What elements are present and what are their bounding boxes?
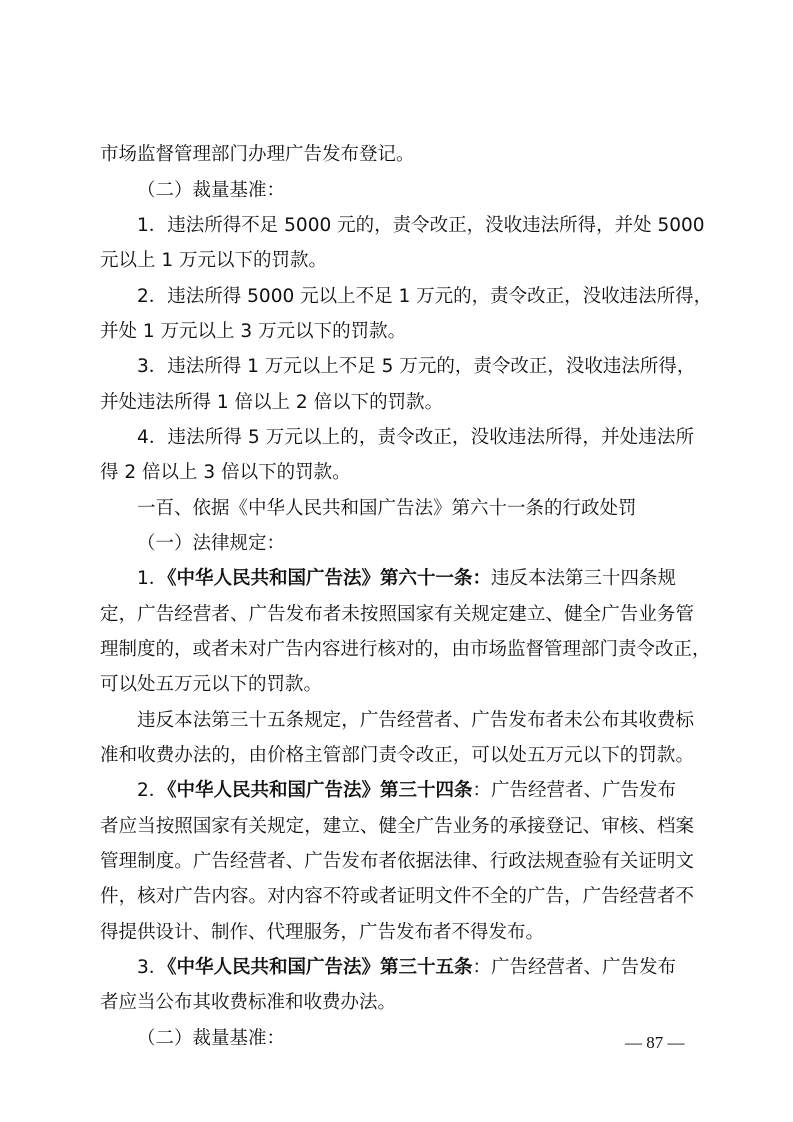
paragraph-line: 者应当公布其收费标准和收费办法。: [100, 992, 397, 1013]
law-citation: 《中华人民共和国广告法》第三十五条: [167, 957, 473, 978]
paragraph-line: 准和收费办法的，由价格主管部门责令改正，可以处五万元以下的罚款。: [100, 745, 694, 766]
paragraph-line: 定，广告经营者、广告发布者未按照国家有关规定建立、健全广告业务管: [100, 604, 694, 625]
paragraph-line: 元以上 1 万元以下的罚款。: [100, 250, 328, 271]
paragraph-line: 并处 1 万元以上 3 万元以下的罚款。: [100, 321, 407, 342]
paragraph-line: 理制度的，或者未对广告内容进行核对的，由市场监督管理部门责令改正，: [100, 639, 711, 660]
paragraph-line: [137, 779, 694, 803]
paragraph-line: 并处违法所得 1 倍以上 2 倍以下的罚款。: [100, 392, 444, 413]
paragraph-line: 2．违法所得 5000 元以上不足 1 万元的，责令改正，没收违法所得，: [137, 286, 713, 307]
paragraph-line: [137, 567, 694, 591]
paragraph-line: 1．违法所得不足 5000 元的，责令改正，没收违法所得，并处 5000: [137, 215, 705, 236]
item-number: 2．: [137, 780, 168, 801]
paragraph-line: 者应当按照国家有关规定，建立、健全广告业务的承接登记、审核、档案: [100, 816, 694, 837]
paragraph-line: 管理制度。广告经营者、广告发布者依据法律、行政法规查验有关证明文: [100, 851, 694, 872]
section-heading: （二）裁量基准：: [137, 180, 286, 201]
paragraph-line: 件，核对广告内容。对内容不符或者证明文件不全的广告，广告经营者不: [100, 886, 694, 907]
paragraph-line: [137, 956, 694, 980]
paragraph-text: ：广告经营者、广告发布: [472, 780, 677, 801]
law-citation: 《中华人民共和国广告法》第六十一条：: [167, 568, 492, 589]
paragraph-line: 市场监督管理部门办理广告发布登记。: [100, 144, 415, 165]
paragraph-line: 3．违法所得 1 万元以上不足 5 万元的，责令改正，没收违法所得，: [137, 356, 696, 377]
section-heading: （二）裁量基准：: [137, 1028, 286, 1049]
item-number: 3．: [137, 957, 168, 978]
page-number: — 87 —: [625, 1033, 685, 1052]
paragraph-line: 4．违法所得 5 万元以上的，责令改正，没收违法所得，并处违法所: [137, 427, 694, 448]
article-heading: 一百、依据《中华人民共和国广告法》第六十一条的行政处罚: [137, 498, 637, 519]
paragraph-line: 可以处五万元以下的罚款。: [100, 674, 323, 695]
paragraph-line: 得提供设计、制作、代理服务，广告发布者不得发布。: [100, 922, 545, 943]
paragraph-line: 违反本法第三十五条规定，广告经营者、广告发布者未公布其收费标: [137, 710, 694, 731]
law-citation: 《中华人民共和国广告法》第三十四条: [167, 780, 473, 801]
paragraph-text: 违反本法第三十四条规: [491, 568, 677, 589]
section-heading: （一）法律规定：: [137, 533, 286, 554]
item-number: 1．: [137, 568, 168, 589]
paragraph-line: 得 2 倍以上 3 倍以下的罚款。: [100, 462, 351, 483]
paragraph-text: ：广告经营者、广告发布: [472, 957, 677, 978]
